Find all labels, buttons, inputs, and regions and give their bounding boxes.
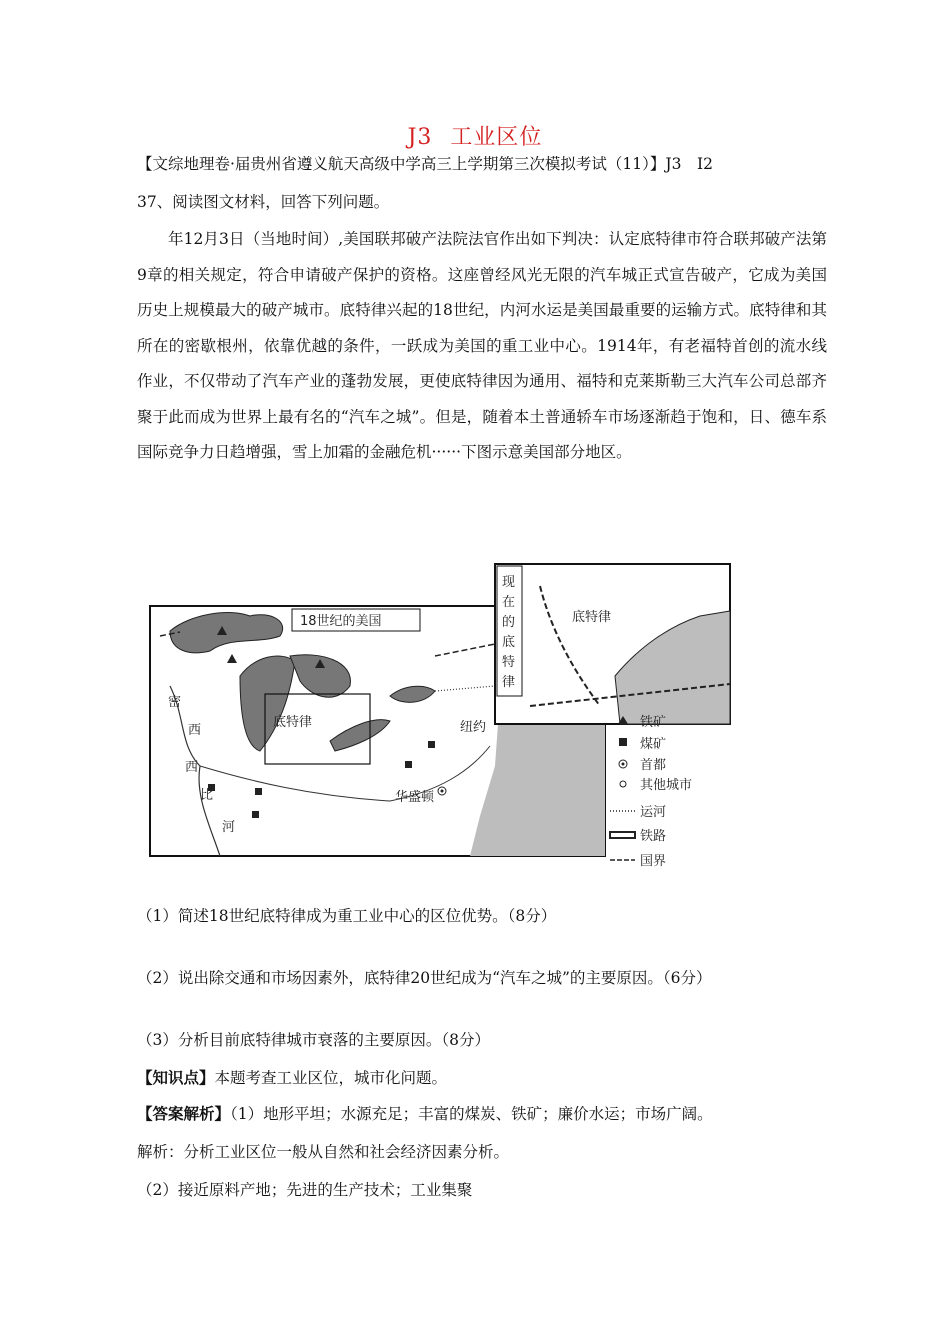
question-3: （3）分析目前底特律城市衰落的主要原因。（8分） [137,1031,490,1049]
legend-city-icon [620,781,626,787]
section-title: 工业区位 [450,125,543,150]
question-1: （1）简述18世纪底特律成为重工业中心的区位优势。（8分） [137,907,557,925]
page-title [0,120,950,151]
legend-label: 其他城市 [640,778,693,793]
inset-title-char: 律 [502,675,516,690]
legend-label: 国界 [640,854,667,869]
mississippi-label-2: 西 [188,723,202,738]
answer-part1: （1）地形平坦；水源充足；丰富的煤炭、铁矿；廉价水运；市场广阔。 [230,1105,713,1123]
mississippi-label-4: 比 [200,788,214,803]
answer-part2: （2）接近原料产地；先进的生产技术；工业集聚 [137,1181,473,1199]
legend [610,714,692,869]
inset-title-char: 特 [502,655,516,670]
legend-coal-icon [619,738,627,746]
mississippi-label-5: 河 [222,820,236,835]
newyork-label: 纽约 [460,720,487,735]
map-title: 18世纪的美国 [300,614,382,629]
knowledge-tag: 【知识点】 [137,1068,215,1087]
washington-label: 华盛顿 [395,790,435,805]
passage [137,222,827,471]
legend-label: 铁矿 [640,715,667,730]
passage-text: 年12月3日（当地时间）,美国联邦破产法院法官作出如下判决：认定底特律市符合联邦破产法第9章的相关规定，符合申请破产保护的资格。这座曾经风光无限的汽车城正式宣告破产，它成为美国历史上规模最大的破产城市。底特律兴起的18世纪，内河水运是美国最重要的运输方式。底特律和其所在的密歇根州，依靠优越的条件，一跃成为美国的重工业中心。1914年，有老福特首创的流水线作业，不仅带动了汽车产业的蓬勃发展，更使底特律因为通用、福特和克莱斯勒三大汽车公司总部齐聚于此而成为世界上最有名的“汽车之城”。但是，随着本土普通轿车市场逐渐趋于饱和，日、德车系国际竞争力日趋增强，雪上加霜的金融危机······下图示意美国部分地区。 [137,230,827,461]
question-2: （2）说出除交通和市场因素外，底特律20世纪成为“汽车之城”的主要原因。（6分） [137,969,712,987]
answer-tag: 【答案解析】 [137,1104,231,1123]
coal-mine-marker [252,811,259,818]
inset-city-label: 底特律 [572,610,612,625]
analysis-line: 解析：分析工业区位一般从自然和社会经济因素分析。 [137,1143,510,1161]
knowledge-text: 本题考查工业区位，城市化问题。 [214,1069,448,1087]
legend-label: 铁路 [640,829,667,844]
us-map-figure [140,556,740,886]
map-svg [140,556,740,886]
mississippi-label-3: 西 [185,760,199,775]
question-intro: 37、阅读图文材料，回答下列问题。 [137,193,390,211]
answer-line [137,1102,713,1124]
inset-title-char: 的 [502,615,516,630]
knowledge-line [137,1066,447,1088]
source-line: 【文综地理卷·届贵州省遵义航天高级中学高三上学期第三次模拟考试（11）】J3 I2 [137,155,713,173]
legend-railway-icon [610,832,635,838]
legend-label: 煤矿 [640,737,667,752]
coal-mine-marker [428,741,435,748]
inset-title-char: 在 [502,595,516,610]
detroit-label: 底特律 [273,715,313,730]
coal-mine-marker [405,761,412,768]
section-code: J3 [407,125,433,150]
legend-label: 首都 [640,758,667,773]
inset-title-char: 现 [502,575,516,590]
mississippi-label-1: 密 [168,695,182,710]
coal-mine-marker [255,788,262,795]
legend-label: 运河 [640,805,667,820]
inset-title-char: 底 [502,635,516,650]
